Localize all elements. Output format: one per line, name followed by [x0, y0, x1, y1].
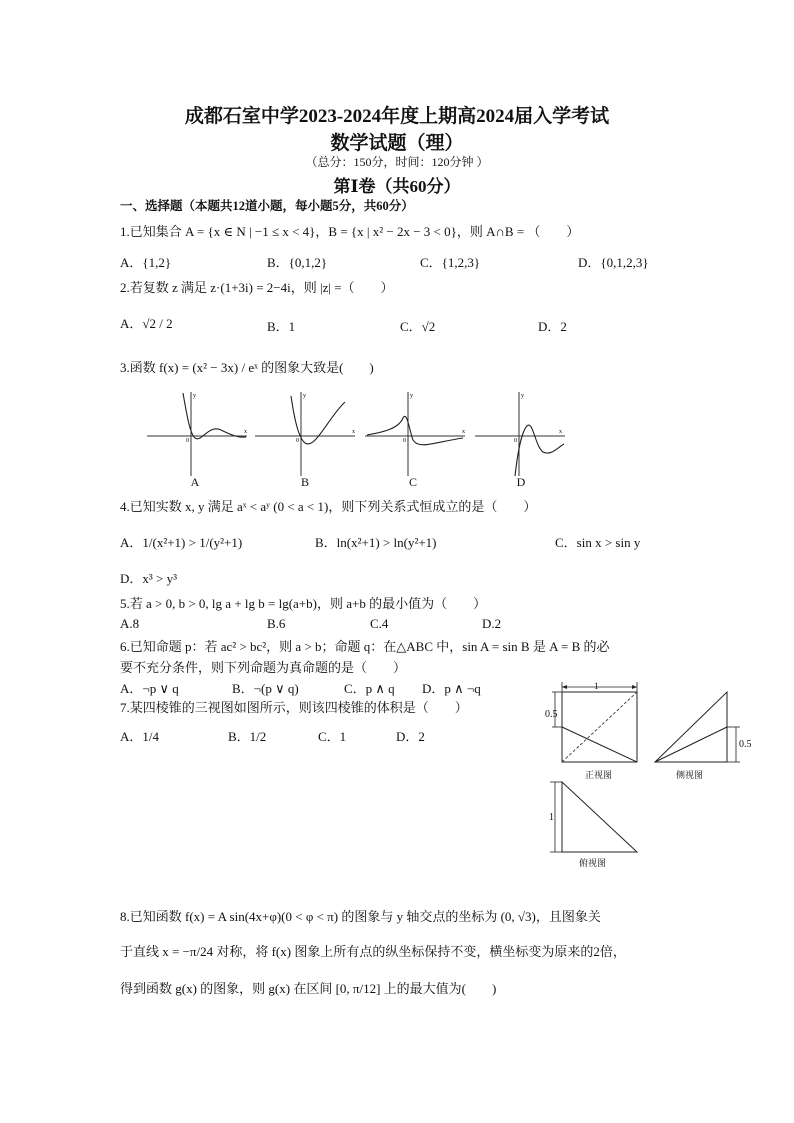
three-view-figure: [540, 680, 775, 875]
top-view-depth-label: 1: [549, 812, 554, 823]
question-4-stem: 4.已知实数 x, y 满足 aˣ < aʸ (0 < a < 1)，则下列关系式恒成立的是（ ）: [120, 499, 537, 514]
front-view: [552, 682, 637, 762]
graph-b-label: B: [300, 475, 309, 489]
question-6-option-a: A．¬p ∨ q: [120, 681, 179, 696]
question-5-option-c: C.4: [370, 616, 389, 631]
graph-c-label: C: [408, 475, 417, 489]
question-4-option-c: C．sin x > sin y: [555, 535, 641, 550]
question-2-option-d: D．2: [538, 319, 567, 334]
graph-d-label: D: [516, 475, 526, 489]
graph-a: [147, 392, 247, 476]
part-title: 第Ⅰ卷（共60分）: [333, 177, 461, 196]
top-view: [550, 782, 637, 852]
svg-text:0: 0: [296, 438, 299, 444]
question-7-option-a: A．1/4: [120, 729, 160, 744]
question-1-option-c: C．{1,2,3}: [420, 255, 481, 270]
svg-text:0: 0: [403, 438, 406, 444]
exam-info: （总分：150分，时间：120分钟 ）: [305, 155, 489, 169]
svg-text:0: 0: [186, 438, 189, 444]
question-5-stem: 5.若 a > 0, b > 0, lg a + lg b = lg(a+b)，则 a+b 的最小值为（ ）: [120, 596, 487, 611]
side-view-half-label: 0.5: [739, 739, 752, 750]
question-7-stem: 7.某四棱锥的三视图如图所示，则该四棱锥的体积是（ ）: [120, 700, 468, 715]
question-8-line3: 得到函数 g(x) 的图象，则 g(x) 在区间 [0, π/12] 上的最大值为( ): [120, 981, 497, 996]
section-title: 一、选择题（本题共12道小题，每小题5分，共60分）: [120, 199, 414, 213]
graph-b: [255, 392, 355, 476]
question-7-option-c: C．1: [318, 729, 347, 744]
question-8-line2: 于直线 x = −π/24 对称，将 f(x) 图象上所有点的纵坐标保持不变，横坐标变为原来的2倍，: [120, 944, 626, 959]
question-7-option-b: B．1/2: [228, 729, 267, 744]
exam-title: 成都石室中学2023-2024年度上期高2024届入学考试: [184, 106, 610, 127]
question-2-option-a: A．√2 / 2: [120, 316, 173, 331]
svg-text:x: x: [352, 429, 355, 435]
svg-text:x: x: [559, 429, 562, 435]
question-3-stem: 3.函数 f(x) = (x² − 3x) / eˣ 的图象大致是( ): [120, 360, 374, 375]
svg-text:y: y: [193, 393, 196, 399]
question-2-option-b: B．1: [267, 319, 296, 334]
question-7-option-d: D．2: [396, 729, 425, 744]
side-view-caption: 侧视图: [676, 770, 704, 780]
question-6-option-b: B．¬(p ∨ q): [232, 681, 299, 696]
question-4-option-a: A．1/(x²+1) > 1/(y²+1): [120, 535, 243, 550]
question-1-option-d: D．{0,1,2,3}: [578, 255, 649, 270]
question-1-option-a: A．{1,2}: [120, 255, 172, 270]
graph-a-label: A: [190, 475, 200, 489]
question-5-option-b: B.6: [267, 616, 286, 631]
svg-text:x: x: [244, 429, 247, 435]
question-1-option-b: B．{0,1,2}: [267, 255, 328, 270]
question-6-option-d: D．p ∧ ¬q: [422, 681, 481, 696]
svg-text:0: 0: [514, 438, 517, 444]
svg-text:y: y: [303, 393, 306, 399]
question-8-line1: 8.已知函数 f(x) = A sin(4x+φ)(0 < φ < π) 的图象与 y 轴交点的坐标为 (0, √3)，且图象关: [120, 909, 601, 924]
question-5-option-d: D.2: [482, 616, 502, 631]
side-view: [655, 692, 740, 762]
svg-text:y: y: [410, 393, 413, 399]
question-5-option-a: A.8: [120, 616, 140, 631]
svg-text:x: x: [462, 429, 465, 435]
question-4-option-d: D．x³ > y³: [120, 571, 178, 586]
question-2-option-c: C．√2: [400, 319, 436, 334]
question-4-option-b: B．ln(x²+1) > ln(y²+1): [315, 535, 437, 550]
question-6-option-c: C．p ∧ q: [344, 681, 395, 696]
question-6-stem-line1: 6.已知命题 p：若 ac² > bc²，则 a > b；命题 q：在△ABC 中，sin A = sin B 是 A = B 的必: [120, 639, 610, 654]
svg-text:y: y: [521, 393, 524, 399]
front-view-caption: 正视图: [585, 770, 613, 780]
question-1-stem: 1.已知集合 A = {x ∈ N | −1 ≤ x < 4}，B = {x | x² − 2x − 3 < 0}，则 A∩B = （ ）: [120, 224, 580, 239]
graph-d: [475, 392, 565, 476]
front-view-half-label: 0.5: [545, 709, 558, 720]
question-2-stem: 2.若复数 z 满足 z·(1+3i) = 2−4i，则 |z| =（ ）: [120, 280, 394, 295]
top-view-caption: 俯视图: [579, 858, 607, 868]
exam-subject-title: 数学试题（理）: [330, 133, 464, 154]
question-6-stem-line2: 要不充分条件，则下列命题为真命题的是（ ）: [120, 660, 407, 675]
question-3-graph-options: [145, 388, 565, 478]
front-view-width-label: 1: [594, 681, 599, 691]
graph-c: [365, 392, 465, 476]
